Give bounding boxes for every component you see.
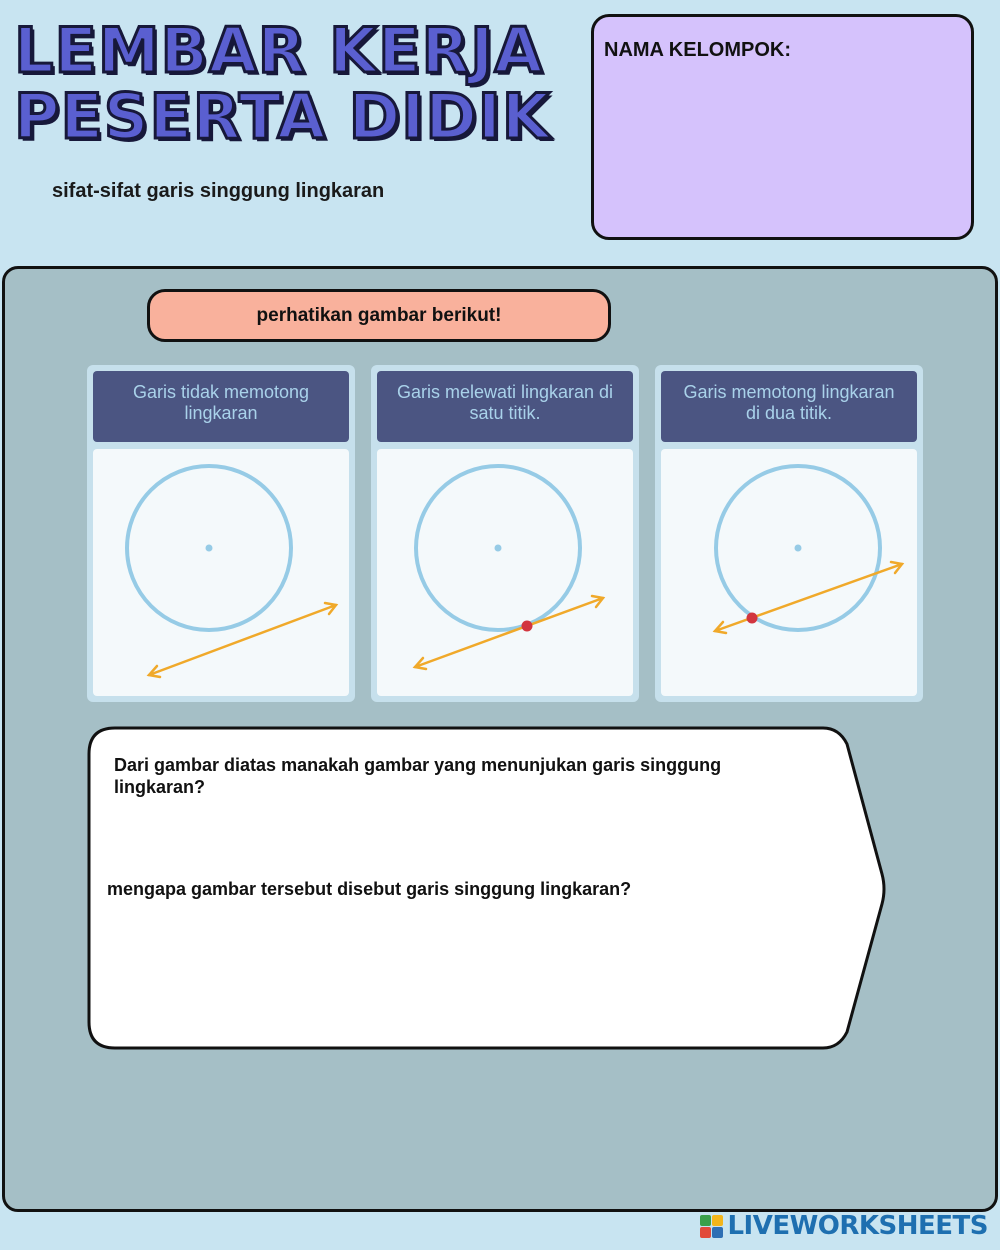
circle-center xyxy=(206,545,213,552)
worksheet-title xyxy=(14,14,551,153)
figure-card-2[interactable] xyxy=(371,365,639,702)
liveworksheets-logo xyxy=(700,1210,988,1242)
non-intersecting-line-diagram xyxy=(93,449,349,696)
group-name-label: NAMA KELOMPOK: xyxy=(604,39,792,61)
figure-card-1-diagram xyxy=(93,449,349,696)
figure-card-2-caption: Garis melewati lingkaran di satu titik. xyxy=(377,371,633,442)
figure-card-1-caption: Garis tidak memotong lingkaran xyxy=(93,371,349,442)
line xyxy=(715,562,902,633)
figure-card-3[interactable] xyxy=(655,365,923,702)
question-1: Dari gambar diatas manakah gambar yang menunjukan garis singgung lingkaran? xyxy=(114,755,722,797)
worksheet-subtitle: sifat-sifat garis singgung lingkaran xyxy=(52,180,385,202)
circle-center xyxy=(795,545,802,552)
title-line-2: PESERTA DIDIK xyxy=(14,80,551,153)
figure-card-2-diagram xyxy=(377,449,633,696)
intersection-point xyxy=(747,613,758,624)
instruction-banner: perhatikan gambar berikut! xyxy=(147,289,611,342)
line xyxy=(149,603,336,677)
figure-card-3-diagram xyxy=(661,449,917,696)
tangent-point xyxy=(522,621,533,632)
group-name-box[interactable] xyxy=(591,14,974,240)
circle-center xyxy=(495,545,502,552)
liveworksheets-logo-icon xyxy=(700,1215,723,1238)
figure-card-3-caption: Garis memotong lingkaran di dua titik. xyxy=(661,371,917,442)
title-line-1: LEMBAR KERJA xyxy=(14,14,544,87)
question-2: mengapa gambar tersebut disebut garis singgung lingkaran? xyxy=(107,879,632,899)
secant-line-diagram xyxy=(661,449,917,696)
figure-card-1[interactable] xyxy=(87,365,355,702)
liveworksheets-brand-text: LIVEWORKSHEETS xyxy=(727,1211,988,1241)
tangent-line-diagram xyxy=(377,449,633,696)
